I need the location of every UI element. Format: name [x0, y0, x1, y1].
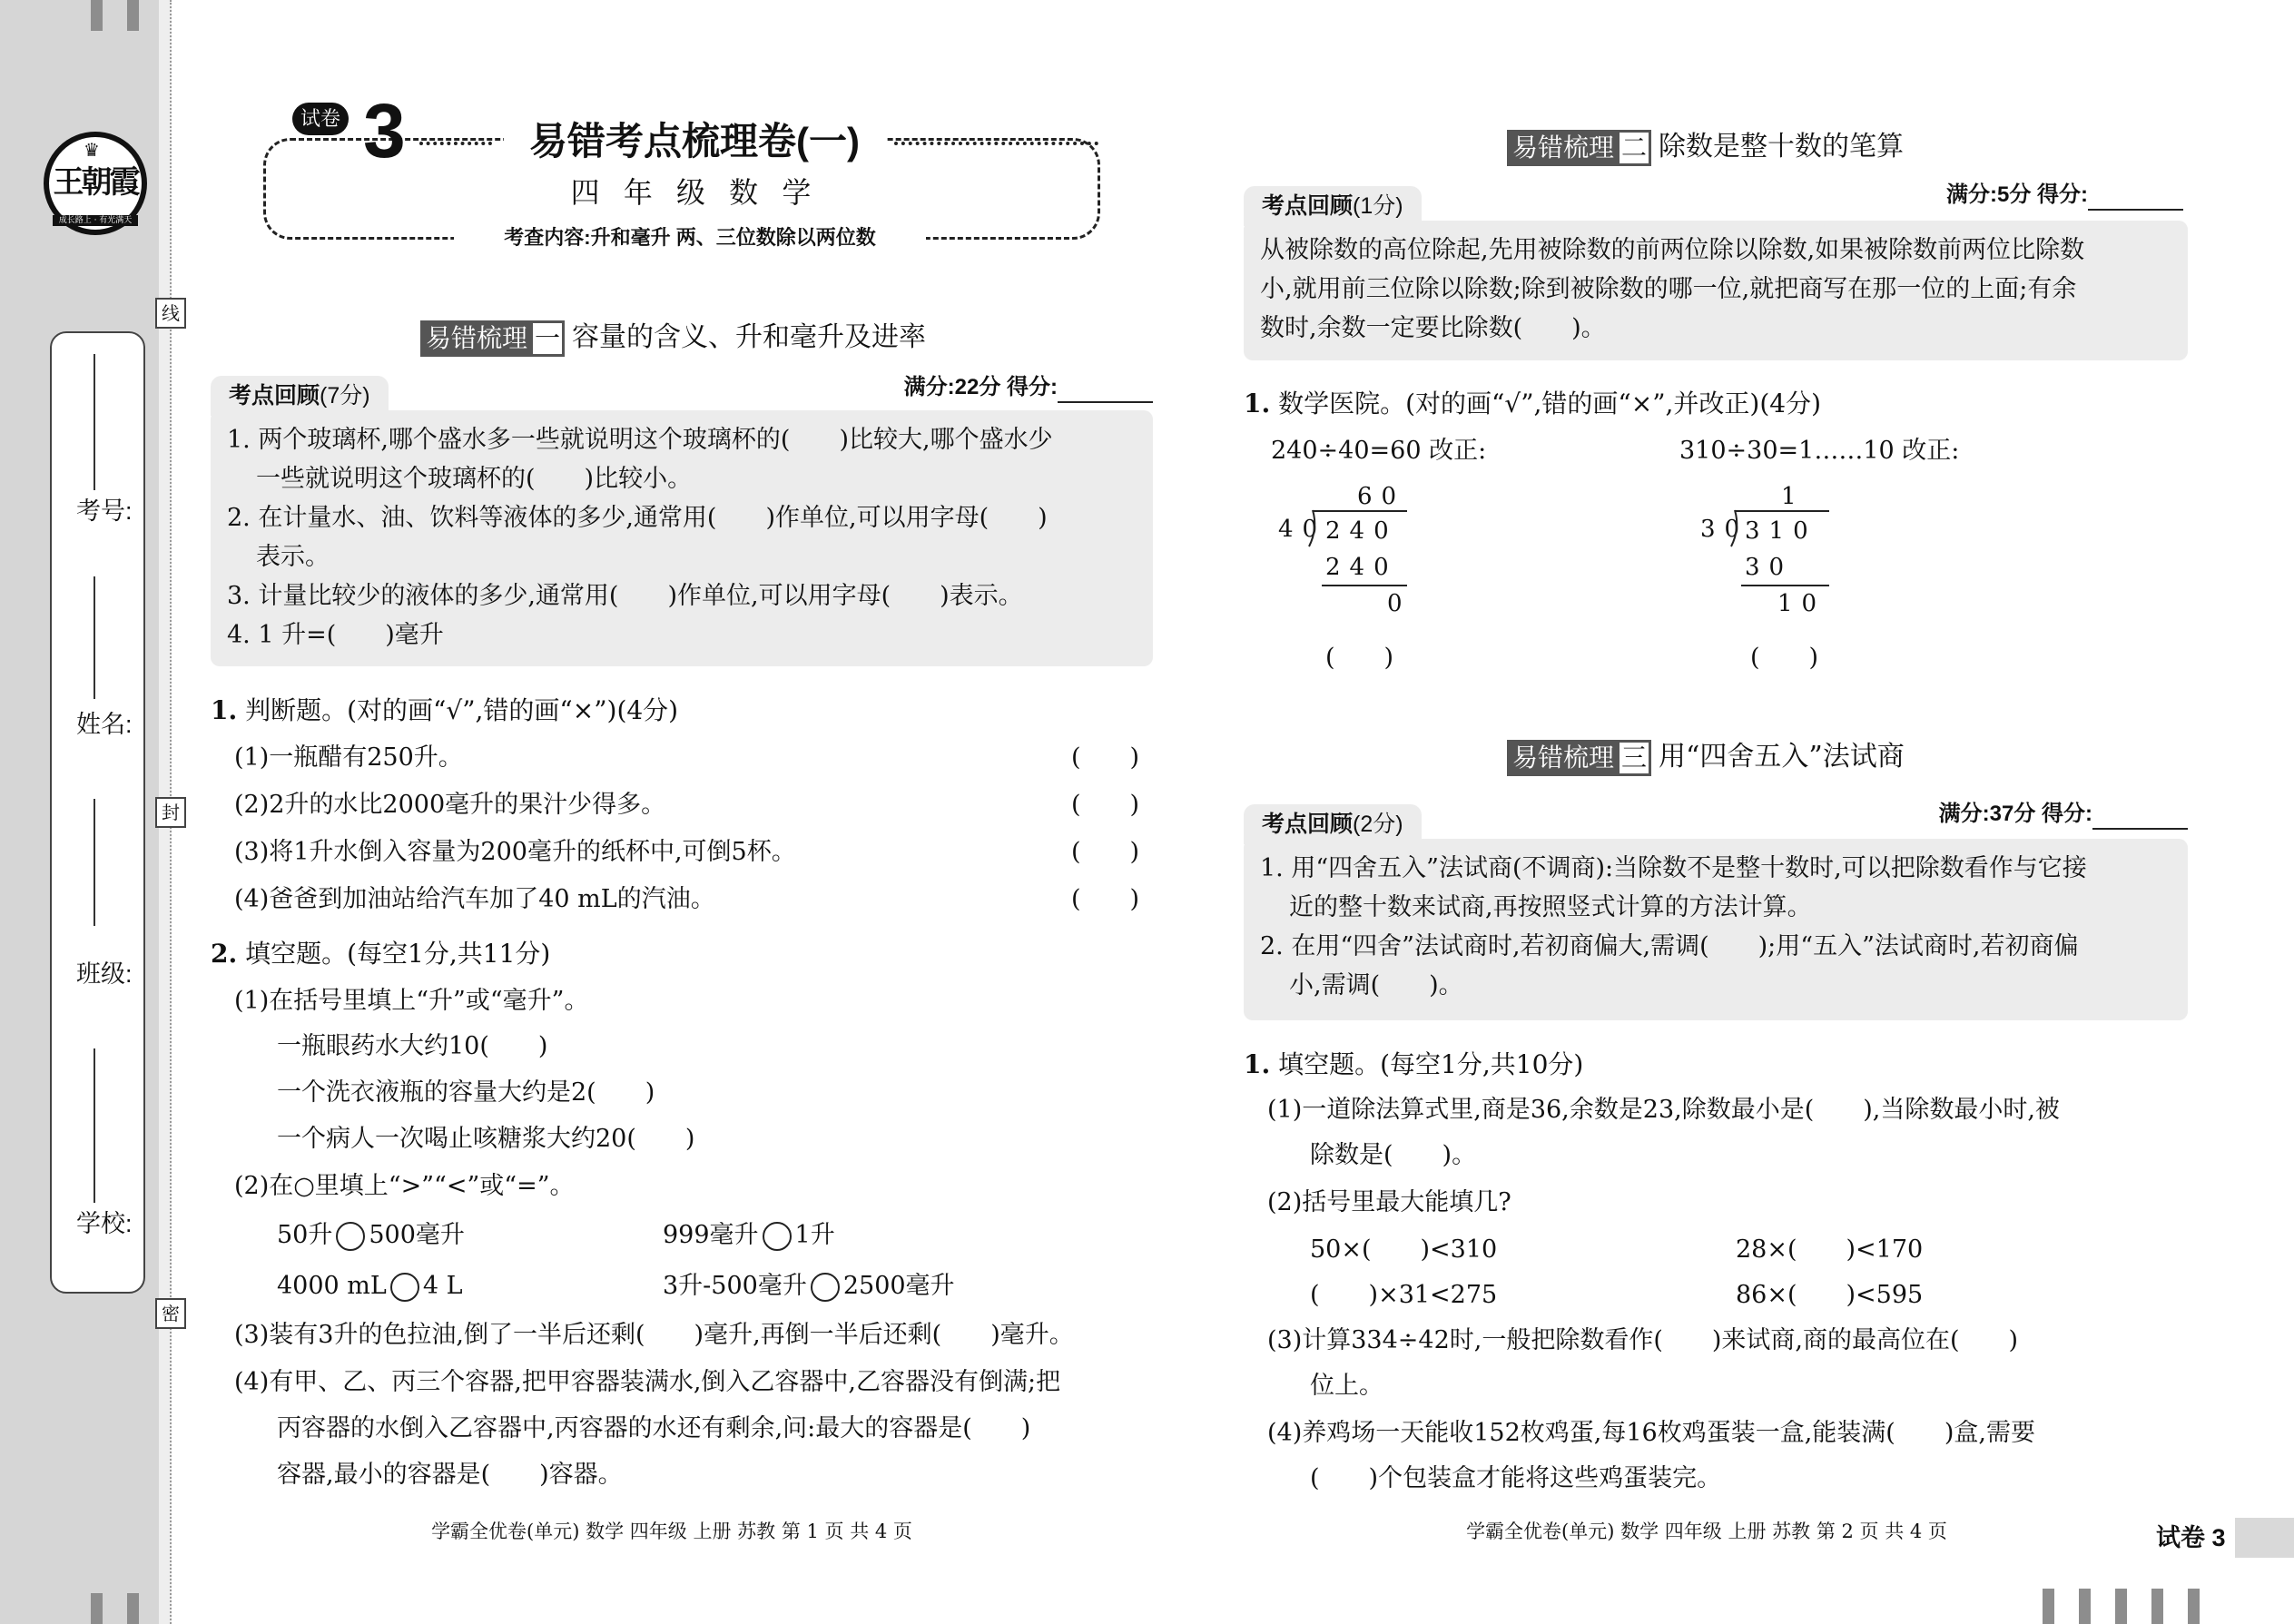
review-line: 近的整十数来试商,再按照竖式计算的方法计算。: [1289, 893, 1812, 921]
exam-number: 3: [363, 88, 406, 173]
s3-q1-part-cont: 除数是( )。: [1310, 1141, 1477, 1169]
review-tab-label: 考点回顾: [1262, 812, 1354, 837]
compare-right: 500毫升: [369, 1221, 465, 1249]
review-line: 一些就说明这个玻璃杯的( )比较小。: [256, 465, 693, 493]
compare-item: [663, 1216, 835, 1255]
corner-label: [2147, 1518, 2235, 1558]
score-blank: [1058, 381, 1153, 403]
review-tab-label: 考点回顾: [1262, 193, 1354, 219]
q1-item: (4)爸爸到加油站给汽车加了40 mL的汽油。: [234, 885, 715, 913]
score-label: 满分:37分 得分:: [1938, 802, 2092, 826]
s2-q1-text: 数学医院。(对的画“√”,错的画“×”,并改正)(4分): [1270, 389, 1822, 418]
publisher-logo: [44, 132, 147, 235]
section1-score: [763, 372, 1153, 403]
compare-circle[interactable]: [811, 1273, 840, 1302]
score-blank: [2088, 189, 2183, 211]
q2-number: 2.: [211, 939, 238, 969]
division-equation: 310÷30=1……10 改正:: [1679, 437, 1960, 465]
compare-right: 1升: [794, 1221, 835, 1249]
q1-item: (2)2升的水比2000毫升的果汁少得多。: [234, 791, 666, 819]
bottom-mark: [2151, 1589, 2163, 1624]
division-dividend: 310: [1745, 517, 1817, 545]
crown-icon: ♛: [84, 139, 100, 161]
division-bracket: [1729, 508, 1742, 548]
review-tab-label: 考点回顾: [229, 383, 320, 408]
division-equation: 240÷40=60 改正:: [1271, 437, 1487, 465]
seal-char-feng: 封: [155, 797, 186, 828]
division-top-rule: [1313, 510, 1407, 512]
q1-item: (3)将1升水倒入容量为200毫升的纸杯中,可倒5杯。: [234, 838, 796, 866]
gutter-mark: [127, 0, 139, 31]
q2-part: (3)装有3升的色拉油,倒了一半后还剩( )毫升,再倒一半后还剩( )毫升。: [234, 1321, 1074, 1349]
review-line: 表示。: [256, 543, 330, 571]
exam-badge: 试卷: [292, 103, 349, 135]
exam-scope: 考查内容:升和毫升 两、三位数除以两位数: [454, 221, 926, 254]
exam-number-line: [94, 576, 95, 699]
inequality-item: 28×( )<170: [1736, 1235, 1924, 1264]
name-line: [94, 799, 95, 926]
compare-right: 2500毫升: [842, 1272, 955, 1300]
s3-q1-part-cont: 位上。: [1310, 1372, 1383, 1400]
section3-heading: [1507, 737, 1905, 777]
name-label: 姓名:: [76, 711, 133, 738]
logo-slogan: 成长路上 · 有光满天: [53, 215, 138, 226]
logo-brand: 王朝霞: [53, 164, 138, 201]
division-top-rule: [1735, 510, 1829, 512]
gutter-mark: [127, 1593, 139, 1624]
q2-fill-item: 一个洗衣液瓶的容量大约是2( ): [277, 1078, 655, 1107]
compare-item: [277, 1216, 465, 1255]
section1-tag-num: 一: [530, 320, 565, 357]
section3-title: 用“四舍五入”法试商: [1659, 741, 1905, 773]
bottom-mark: [2043, 1589, 2054, 1624]
compare-item: [277, 1267, 463, 1305]
compare-left: 4000 mL: [277, 1272, 387, 1300]
division-remainder: 0: [1387, 590, 1412, 617]
review-tab-points: (1分): [1353, 193, 1403, 219]
division-divisor: 30: [1700, 516, 1749, 543]
compare-left: 50升: [277, 1221, 333, 1249]
q1-answer-paren[interactable]: ( ): [1071, 791, 1140, 819]
bottom-mark: [2079, 1589, 2091, 1624]
review-tab-points: (7分): [320, 383, 370, 408]
s3-q1-part: (2)括号里最大能填几?: [1267, 1188, 1511, 1216]
section2-heading: [1507, 127, 1904, 167]
division-quotient: 60: [1357, 483, 1406, 510]
review-line: 小,需调( )。: [1289, 971, 1463, 999]
division-remainder: 10: [1777, 590, 1826, 617]
section3-tag: 易错梳理: [1507, 740, 1620, 776]
division-dividend: 240: [1325, 517, 1398, 545]
q2-part: (4)有甲、乙、丙三个容器,把甲容器装满水,倒入乙容器中,乙容器没有倒满;把: [234, 1368, 1061, 1396]
division-product: 30: [1745, 554, 1794, 581]
score-label: 满分:22分 得分:: [903, 375, 1058, 399]
class-line: [94, 1048, 95, 1203]
review-line: 从被除数的高位除起,先用被除数的前两位除以除数,如果被除数前两位比除数: [1260, 236, 2085, 264]
division-bracket: [1307, 508, 1320, 548]
s2-q1-stem: [1244, 385, 1821, 423]
s3-q1-part-cont: ( )个包装盒才能将这些鸡蛋装完。: [1310, 1464, 1722, 1492]
seal-char-mi: 密: [155, 1298, 186, 1329]
q2-text: 填空题。(每空1分,共11分): [237, 939, 551, 969]
q2-part-cont: 丙容器的水倒入乙容器中,丙容器的水还有剩余,问:最大的容器是( ): [277, 1414, 1031, 1442]
score-label: 满分:5分 得分:: [1946, 182, 2088, 207]
review-line: 2. 在计量水、油、饮料等液体的多少,通常用( )作单位,可以用字母( ): [227, 504, 1048, 532]
compare-circle[interactable]: [763, 1222, 792, 1251]
verdict-paren[interactable]: ( ): [1325, 644, 1394, 672]
q1-stem: [211, 692, 678, 730]
s2-q1-number: 1.: [1244, 389, 1271, 418]
division-quotient: 1: [1781, 483, 1806, 510]
q1-text: 判断题。(对的画“√”,错的画“×”)(4分): [237, 695, 679, 725]
q2-part-cont: 容器,最小的容器是( )容器。: [277, 1461, 623, 1489]
bottom-mark: [2188, 1589, 2200, 1624]
page-corner-badge: [2147, 1518, 2294, 1558]
gutter-mark: [91, 1593, 103, 1624]
compare-item: [663, 1267, 955, 1305]
compare-left: 999毫升: [663, 1221, 759, 1249]
q1-number: 1.: [211, 695, 238, 725]
q2-part: (1)在括号里填上“升”或“毫升”。: [234, 987, 589, 1015]
student-info-card: [50, 331, 145, 1294]
exam-number-line: [94, 354, 95, 490]
score-blank: [2092, 808, 2188, 830]
s3-q1-part: (4)养鸡场一天能收152枚鸡蛋,每16枚鸡蛋装一盒,能装满( )盒,需要: [1267, 1419, 2035, 1447]
exam-subject: 四 年 级 数 学: [570, 175, 819, 210]
review-line: 小,就用前三位除以除数;除到被除数的哪一位,就把商写在那一位的上面;有余: [1260, 275, 2077, 303]
review-line: 4. 1 升=( )毫升: [227, 621, 444, 649]
q2-fill-item: 一瓶眼药水大约10( ): [277, 1032, 548, 1060]
review-line: 3. 计量比较少的液体的多少,通常用( )作单位,可以用字母( )表示。: [227, 582, 1023, 610]
compare-right: 4 L: [422, 1272, 463, 1300]
compare-circle[interactable]: [390, 1273, 419, 1302]
bottom-mark: [2115, 1589, 2127, 1624]
q1-answer-paren[interactable]: ( ): [1071, 885, 1140, 913]
verdict-paren[interactable]: ( ): [1750, 644, 1819, 672]
compare-left: 3升-500毫升: [663, 1272, 807, 1300]
section1-heading: [420, 318, 926, 358]
q1-item: (1)一瓶醋有250升。: [234, 743, 463, 772]
class-label: 班级:: [76, 960, 133, 988]
review-line: 1. 用“四舍五入”法试商(不调商):当除数不是整十数时,可以把除数看作与它接: [1260, 854, 2087, 882]
s3-q1-part: (1)一道除法算式里,商是36,余数是23,除数最小是( ),当除数最小时,被: [1267, 1096, 2060, 1124]
s3-q1-stem: [1244, 1046, 1583, 1084]
exam-title: 易错考点梳理卷(一): [504, 114, 885, 169]
footer-right: 学霸全优卷(单元) 数学 四年级 上册 苏教 第 2 页 共 4 页: [1466, 1521, 1947, 1542]
review-line: 2. 在用“四舍”法试商时,若初商偏大,需调( );用“五入”法试商时,若初商偏: [1260, 932, 2079, 960]
q1-answer-paren[interactable]: ( ): [1071, 743, 1140, 772]
s3-q1-number: 1.: [1244, 1049, 1271, 1079]
corner-text: 试卷: [2156, 1524, 2205, 1551]
section2-score: [1788, 180, 2183, 211]
school-label: 学校:: [76, 1210, 133, 1237]
inequality-item: ( )×31<275: [1310, 1281, 1498, 1309]
title-dots-right: [894, 142, 1098, 145]
inequality-item: 86×( )<595: [1736, 1281, 1924, 1309]
review-line: 数时,余数一定要比除数( )。: [1260, 314, 1606, 342]
gutter-mark: [91, 0, 103, 31]
review-line: 1. 两个玻璃杯,哪个盛水多一些就说明这个玻璃杯的( )比较大,哪个盛水少: [227, 426, 1053, 454]
q2-fill-item: 一个病人一次喝止咳糖浆大约20( ): [277, 1125, 695, 1153]
corner-number: 3: [2211, 1524, 2226, 1551]
footer-left: 学霸全优卷(单元) 数学 四年级 上册 苏教 第 1 页 共 4 页: [431, 1521, 912, 1542]
section2-tag: 易错梳理: [1507, 130, 1620, 166]
review-tab-points: (2分): [1353, 812, 1403, 837]
s3-q1-text: 填空题。(每空1分,共10分): [1270, 1049, 1584, 1079]
section3-score: [1788, 799, 2188, 830]
section2-tag-num: 二: [1617, 130, 1651, 166]
exam-number-label: 考号:: [76, 497, 133, 525]
compare-circle[interactable]: [336, 1222, 365, 1251]
division-divisor: 40: [1278, 516, 1327, 543]
section2-title: 除数是整十数的笔算: [1659, 131, 1905, 162]
q2-part: (2)在○里填上“>”“<”或“=”。: [234, 1172, 575, 1200]
section3-tag-num: 三: [1617, 740, 1651, 776]
seal-char-xian: 线: [155, 298, 186, 329]
section1-title: 容量的含义、升和毫升及进率: [572, 321, 927, 353]
q2-stem: [211, 935, 550, 973]
title-dots-left: [419, 142, 492, 145]
q1-answer-paren[interactable]: ( ): [1071, 838, 1140, 866]
inequality-item: 50×( )<310: [1310, 1235, 1498, 1264]
s3-q1-part: (3)计算334÷42时,一般把除数看作( )来试商,商的最高位在( ): [1267, 1326, 2019, 1354]
division-product: 240: [1325, 554, 1398, 581]
section1-tag: 易错梳理: [420, 320, 533, 357]
